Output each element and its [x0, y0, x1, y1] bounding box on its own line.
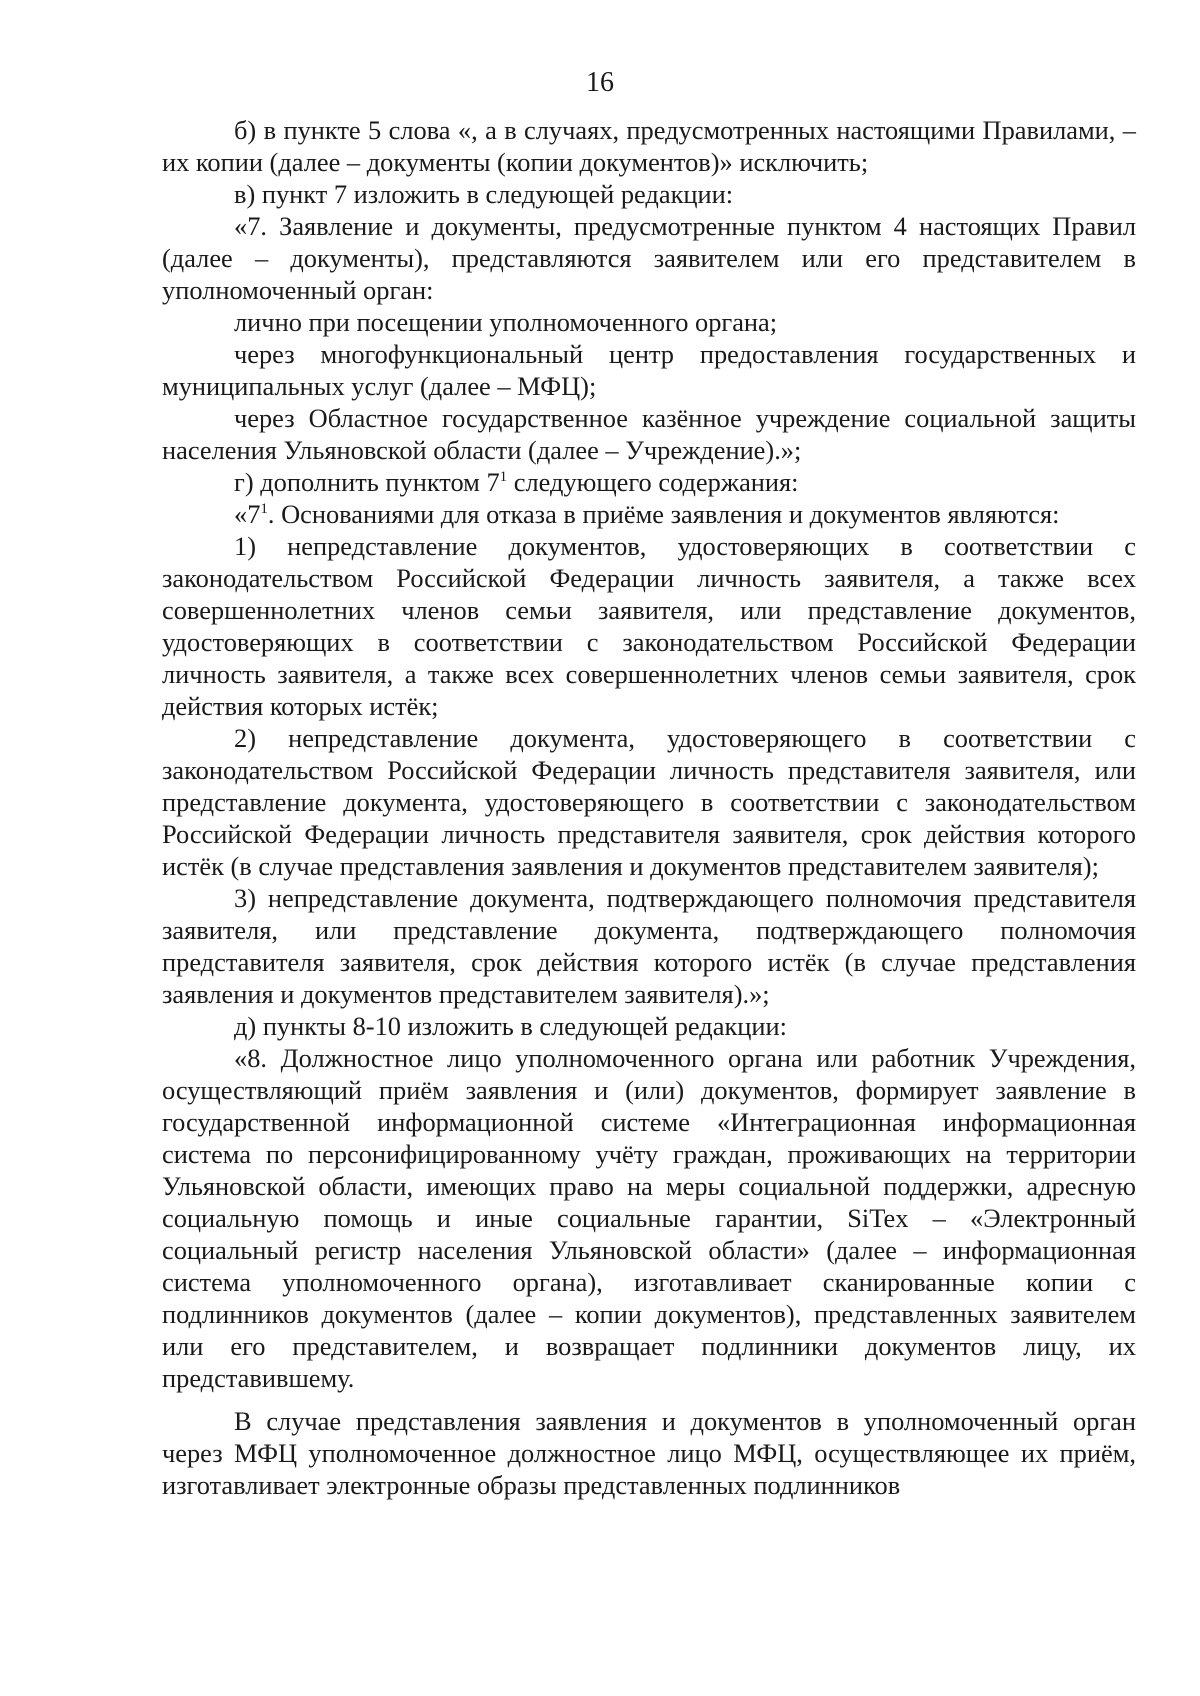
paragraph-d: д) пункты 8-10 изложить в следующей редакции: — [234, 1011, 787, 1041]
document-body — [162, 114, 1136, 1501]
paragraph-ground-2: 2) непредставление документа, удостоверяющего в соответствии с законодательством Российской Федерации личность представителя заявителя, или представление документа, удостоверяющего в соответствии с законодательством Российской Федерации личность представителя заявителя, срок действия которого истёк (в случае представления заявления и документов представителем заявителя); — [162, 723, 1136, 881]
paragraph-via-mfc: через многофункциональный центр предоставления государственных и муниципальных услуг (далее – МФЦ); — [162, 339, 1136, 401]
paragraph-mfc-case: В случае представления заявления и документов в уполномоченный орган через МФЦ уполномоченное должностное лицо МФЦ, осуществляющее их приём, изготавливает электронные образы представленных подлинников — [162, 1406, 1136, 1500]
paragraph-ground-1: 1) непредставление документов, удостоверяющих в соответствии с законодательством Российской Федерации личность заявителя, а также всех совершеннолетних членов семьи заявителя, или представление документов, удостоверяющих в соответствии с законодательством Российской Федерации личность заявителя, а также всех совершеннолетних членов семьи заявителя, срок действия которых истёк; — [162, 531, 1136, 721]
paragraph-via-institution: через Областное государственное казённое учреждение социальной защиты населения Ульяновской области (далее – Учреждение).»; — [162, 403, 1136, 465]
paragraph-b: б) в пункте 5 слова «, а в случаях, предусмотренных настоящими Правилами, – их копии (далее – документы (копии документов)» исключить; — [162, 115, 1136, 177]
paragraph-item-7: «7. Заявление и документы, предусмотренные пунктом 4 настоящих Правил (далее – документы), представляются заявителем или его представителем в уполномоченный орган: — [162, 211, 1136, 305]
paragraph-item-7-1: «$7^1$. Основаниями для отказа в приёме заявления и документов являются: — [234, 499, 1060, 529]
paragraph-ground-3: 3) непредставление документа, подтверждающего полномочия представителя заявителя, или представление документа, подтверждающего полномочия представителя заявителя, срок действия которого истёк (в случае представления заявления и документов представителем заявителя).»; — [162, 883, 1136, 1009]
paragraph-v: в) пункт 7 изложить в следующей редакции: — [234, 179, 734, 209]
paragraph-g: г) дополнить пунктом $7^1$ следующего содержания: — [234, 467, 799, 497]
paragraph-in-person: лично при посещении уполномоченного органа; — [234, 307, 778, 337]
paragraph-item-8: «8. Должностное лицо уполномоченного органа или работник Учреждения, осуществляющий приём заявления и (или) документов, формирует заявление в государственной информационной системе «Интеграционная информационная система по персонифицированному учёту граждан, проживающих на территории Ульяновской области, имеющих право на меры социальной поддержки, адресную социальную помощь и иные социальные гарантии, SiTex – «Электронный социальный регистр населения Ульяновской области» (далее – информационная система уполномоченного органа), изготавливает сканированные копии с подлинников документов (далее – копии документов), представленных заявителем или его представителем, и возвращает подлинники документов лицу, их представившему. — [162, 1043, 1136, 1393]
page-number: 16 — [586, 67, 614, 98]
